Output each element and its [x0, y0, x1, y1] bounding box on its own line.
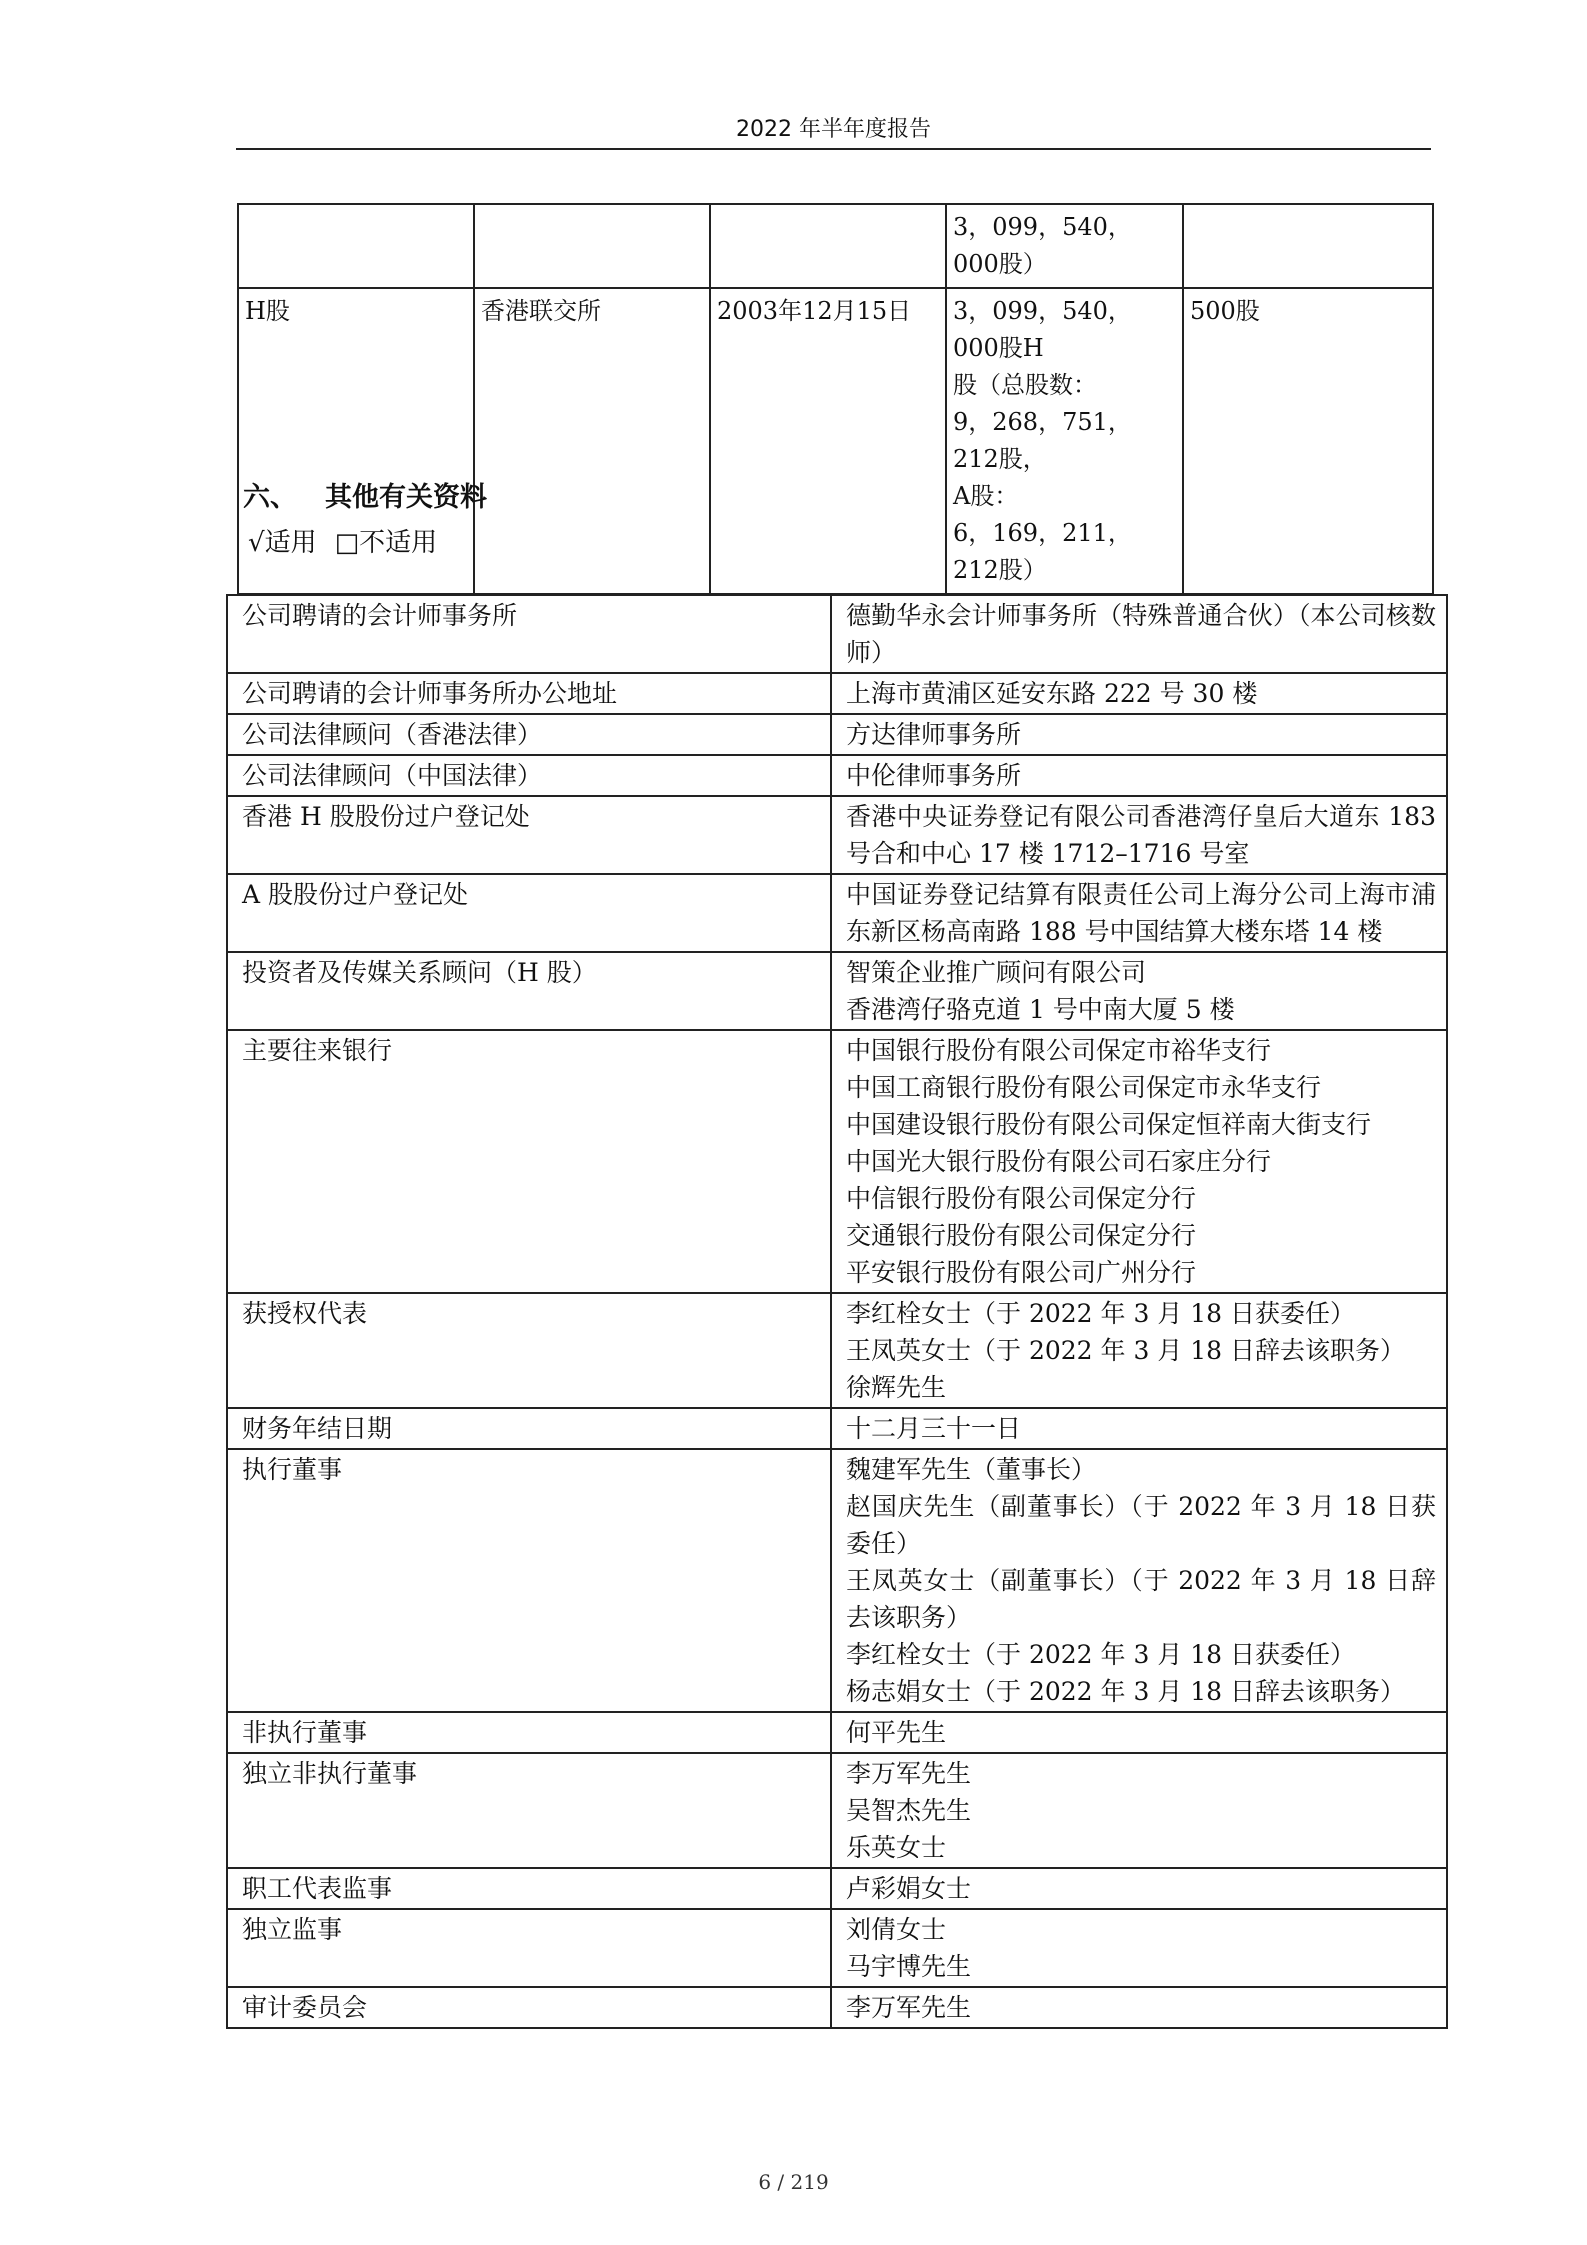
info-value: [831, 1030, 1447, 1293]
info-value-line: 李红栓女士（于 2022 年 3 月 18 日获委任）: [846, 1640, 1356, 1669]
info-table-row: [227, 796, 1447, 874]
company-info-table: [226, 594, 1448, 2029]
info-value-line: 德勤华永会计师事务所（特殊普通合伙）（本公司核数师）: [846, 601, 1436, 667]
info-label: 审计委员会: [227, 1987, 831, 2028]
info-label: 主要往来银行: [227, 1030, 831, 1293]
info-value: [831, 1909, 1447, 1987]
info-label: 独立非执行董事: [227, 1753, 831, 1868]
info-table-row: [227, 1909, 1447, 1987]
share-table-cell: [474, 204, 710, 288]
share-table-cell: 香港联交所: [474, 288, 710, 594]
applicability-line: [248, 522, 437, 559]
info-value-line: 李万军先生: [846, 1759, 972, 1788]
page-number: 6 / 219: [758, 2170, 829, 2194]
info-value: [831, 673, 1447, 714]
info-value-line: 吴智杰先生: [846, 1796, 972, 1825]
info-value-line: 中国证券登记结算有限责任公司上海分公司上海市浦东新区杨高南路 188 号中国结算大楼东塔 14 楼: [846, 880, 1436, 946]
share-table-cell: 500股: [1183, 288, 1433, 594]
page-header: 2022 年半年度报告: [236, 112, 1431, 150]
info-value-line: 马宇博先生: [846, 1952, 972, 1981]
info-table-row: [227, 1712, 1447, 1753]
info-value: [831, 1987, 1447, 2028]
info-label: 投资者及传媒关系顾问（H 股）: [227, 952, 831, 1030]
info-value-line: 王凤英女士（副董事长）（于 2022 年 3 月 18 日辞去该职务）: [846, 1566, 1436, 1632]
info-value-line: 上海市黄浦区延安东路 222 号 30 楼: [846, 679, 1258, 708]
info-value-line: 魏建军先生（董事长）: [846, 1455, 1097, 1484]
info-table-row: [227, 1987, 1447, 2028]
share-table-line: 3，099，540，000股H: [953, 297, 1132, 362]
info-value-line: 香港湾仔骆克道 1 号中南大厦 5 楼: [846, 995, 1235, 1024]
info-table-row: [227, 755, 1447, 796]
info-label: 财务年结日期: [227, 1408, 831, 1449]
share-table-cell: 2003年12月15日: [710, 288, 946, 594]
info-table-row: [227, 595, 1447, 673]
info-table-row: [227, 952, 1447, 1030]
info-value-line: 刘倩女士: [846, 1915, 947, 1944]
info-table-row: [227, 1868, 1447, 1909]
info-table-row: [227, 1753, 1447, 1868]
info-value-line: 十二月三十一日: [846, 1414, 1022, 1443]
info-value: [831, 874, 1447, 952]
info-value: [831, 595, 1447, 673]
info-label: 公司聘请的会计师事务所: [227, 595, 831, 673]
info-label: A 股股份过户登记处: [227, 874, 831, 952]
section-title: [243, 475, 487, 514]
info-value: [831, 1293, 1447, 1408]
info-value-line: 平安银行股份有限公司广州分行: [846, 1258, 1197, 1287]
share-table-cell: [1183, 204, 1433, 288]
share-table-row: [238, 204, 1433, 288]
applicable-option: √适用: [248, 528, 317, 558]
info-value: [831, 1712, 1447, 1753]
info-value-line: 李万军先生: [846, 1993, 972, 2022]
info-label: 获授权代表: [227, 1293, 831, 1408]
info-label: 公司聘请的会计师事务所办公地址: [227, 673, 831, 714]
info-value-line: 中伦律师事务所: [846, 761, 1022, 790]
info-value: [831, 952, 1447, 1030]
info-label: 执行董事: [227, 1449, 831, 1712]
info-table-row: [227, 874, 1447, 952]
info-table-row: [227, 1408, 1447, 1449]
info-value: [831, 1753, 1447, 1868]
info-value-line: 杨志娟女士（于 2022 年 3 月 18 日辞去该职务）: [846, 1677, 1406, 1706]
info-value-line: 中国银行股份有限公司保定市裕华支行: [846, 1036, 1272, 1065]
info-label: 公司法律顾问（中国法律）: [227, 755, 831, 796]
info-label: 公司法律顾问（香港法律）: [227, 714, 831, 755]
info-label: 职工代表监事: [227, 1868, 831, 1909]
share-table-line: 3，099，540，000股）: [953, 213, 1132, 278]
info-value-line: 智策企业推广顾问有限公司: [846, 958, 1147, 987]
share-table-line: A股：: [953, 482, 1019, 510]
info-label: 香港 H 股股份过户登记处: [227, 796, 831, 874]
info-value-line: 中信银行股份有限公司保定分行: [846, 1184, 1197, 1213]
section-title-text: 其他有关资料: [325, 482, 487, 513]
share-table-cell: [710, 204, 946, 288]
info-value: [831, 714, 1447, 755]
info-value-line: 王凤英女士（于 2022 年 3 月 18 日辞去该职务）: [846, 1336, 1406, 1365]
info-table-row: [227, 673, 1447, 714]
not-applicable-option: □不适用: [334, 528, 438, 558]
section-number: 六、: [243, 482, 297, 513]
info-value: [831, 755, 1447, 796]
info-value: [831, 1868, 1447, 1909]
info-table-row: [227, 1293, 1447, 1408]
info-value-line: 卢彩娟女士: [846, 1874, 972, 1903]
info-value-line: 徐辉先生: [846, 1373, 947, 1402]
info-value-line: 赵国庆先生（副董事长）（于 2022 年 3 月 18 日获委任）: [846, 1492, 1436, 1558]
info-label: 独立监事: [227, 1909, 831, 1987]
info-table-row: [227, 1030, 1447, 1293]
share-table-cell: [946, 204, 1183, 288]
info-value-line: 方达律师事务所: [846, 720, 1022, 749]
info-value-line: 中国工商银行股份有限公司保定市永华支行: [846, 1073, 1322, 1102]
share-table-cell: [946, 288, 1183, 594]
info-value-line: 乐英女士: [846, 1833, 947, 1862]
info-value: [831, 1408, 1447, 1449]
info-value-line: 李红栓女士（于 2022 年 3 月 18 日获委任）: [846, 1299, 1356, 1328]
info-value-line: 何平先生: [846, 1718, 947, 1747]
info-value-line: 中国光大银行股份有限公司石家庄分行: [846, 1147, 1272, 1176]
share-table-line: 股（总股数：: [953, 371, 1097, 399]
info-value: [831, 796, 1447, 874]
info-value: [831, 1449, 1447, 1712]
share-table-cell: H股: [238, 288, 474, 594]
info-value-line: 香港中央证券登记有限公司香港湾仔皇后大道东 183 号合和中心 17 楼 1712–1716 号室: [846, 802, 1436, 868]
share-table-cell: [238, 204, 474, 288]
info-value-line: 中国建设银行股份有限公司保定恒祥南大街支行: [846, 1110, 1372, 1139]
share-table-line: 9，268，751，212股，: [953, 408, 1132, 473]
info-label: 非执行董事: [227, 1712, 831, 1753]
share-table-line: 6，169，211，212股）: [953, 519, 1132, 584]
info-table-row: [227, 714, 1447, 755]
info-value-line: 交通银行股份有限公司保定分行: [846, 1221, 1197, 1250]
info-table-row: [227, 1449, 1447, 1712]
